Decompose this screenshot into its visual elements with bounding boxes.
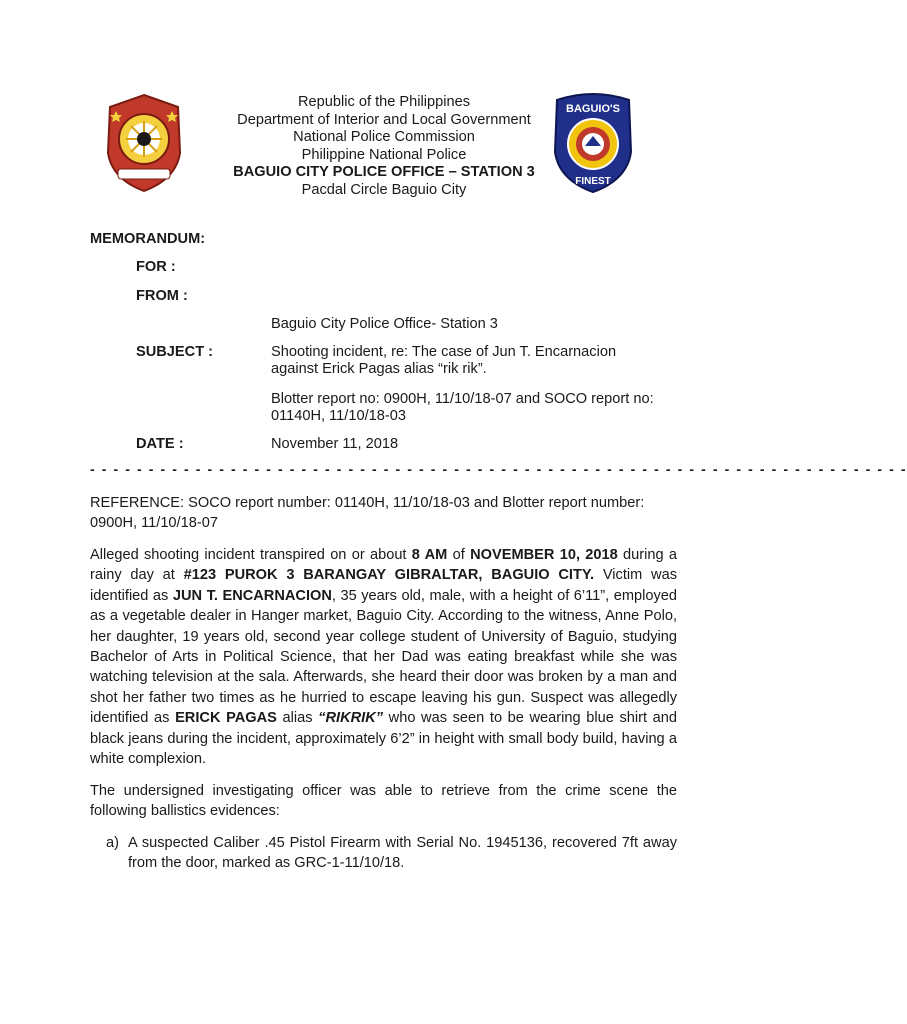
header-department: Department of Interior and Local Government xyxy=(237,111,531,128)
header-commission: National Police Commission xyxy=(293,129,475,146)
memo-title: MEMORANDUM: xyxy=(90,231,206,247)
from-label: FROM : xyxy=(136,288,188,304)
incident-narrative: Alleged shooting incident transpired on or about 8 AM of NOVEMBER 10, 2018 during a rainy day at #123 PUROK 3 BARANGAY GIBRALTAR, BAGUIO CITY. Victim was identified as JUN T. ENCARNACION, 35 years old, male, with a height of 6’11”, employed as a vegetable dealer in Hanger market, Baguio City. According to the witness, Anne Polo, her daughter, 19 years old, second year college student of University of Baguio, studying Bachelor of Arts in Political Science, that her Dad was eating breakfast while she was watching television at the sala. Afterwards, she heard their door was broken by a man and shot her father two times as he hurried to escape leaving his gun. Suspect was allegedly identified as ERICK PAGAS alias “RIKRIK” who was seen to be wearing blue shirt and black jeans during the incident, approximately 6’2” in height with small body build, having a white complexion. xyxy=(90,547,678,768)
reference-block xyxy=(90,493,680,534)
victim-name: JUN T. ENCARNACION xyxy=(172,587,332,604)
header-address: Pacdal Circle Baguio City xyxy=(301,181,467,198)
reference-line-2: 0900H, 11/10/18-07 xyxy=(90,515,218,532)
date-value: November 11, 2018 xyxy=(271,436,399,452)
suspect-alias: “RIKRIK” xyxy=(318,710,384,727)
incident-location: #123 PUROK 3 BARANGAY GIBRALTAR, BAGUIO CITY. xyxy=(183,567,595,584)
evidence-intro: The undersigned investigating officer was able to retrieve from the crime scene the following ballistics evidences: xyxy=(90,783,677,820)
subject-label: SUBJECT : xyxy=(136,344,214,360)
subject-line-1: Shooting incident, re: The case of Jun T. Encarnacion xyxy=(271,344,617,360)
evidence-item-text: A suspected Caliber .45 Pistol Firearm with Serial No. 1945136, recovered 7ft away from the door, marked as GRC-1-11/10/18. xyxy=(128,835,677,872)
badge-bottom-text: FINEST xyxy=(575,176,611,187)
incident-time: 8 AM xyxy=(411,547,448,563)
separator-line: - - - - - - - - - - - - - - - - - - - - - - - - - - - - - - - - - - - - - - - - - - - - - - - - - - - - - - - - - - - - - - - - - - - - - - xyxy=(90,461,907,477)
header-republic: Republic of the Philippines xyxy=(298,94,470,110)
blotter-line-1: Blotter report no: 0900H, 11/10/18-07 and SOCO report no: xyxy=(271,391,654,407)
header-office: BAGUIO CITY POLICE OFFICE – STATION 3 xyxy=(233,164,535,181)
date-label: DATE : xyxy=(136,436,184,452)
incident-date: NOVEMBER 10, 2018 xyxy=(470,547,618,563)
reference-line-1: REFERENCE: SOCO report number: 01140H, 11/10/18-03 and Blotter report number: xyxy=(90,495,645,511)
subject-line-2: against Erick Pagas alias “rik rik”. xyxy=(271,361,487,377)
for-label: FOR : xyxy=(136,259,176,275)
from-value: Baguio City Police Office- Station 3 xyxy=(271,316,498,332)
blotter-line-2: 01140H, 11/10/18-03 xyxy=(271,408,406,424)
letterhead xyxy=(0,94,768,200)
badge-top-text: BAGUIO'S xyxy=(566,103,620,115)
evidence-item-marker: a) xyxy=(106,835,119,851)
suspect-name: ERICK PAGAS xyxy=(175,710,277,727)
header-pnp: Philippine National Police xyxy=(301,146,467,163)
